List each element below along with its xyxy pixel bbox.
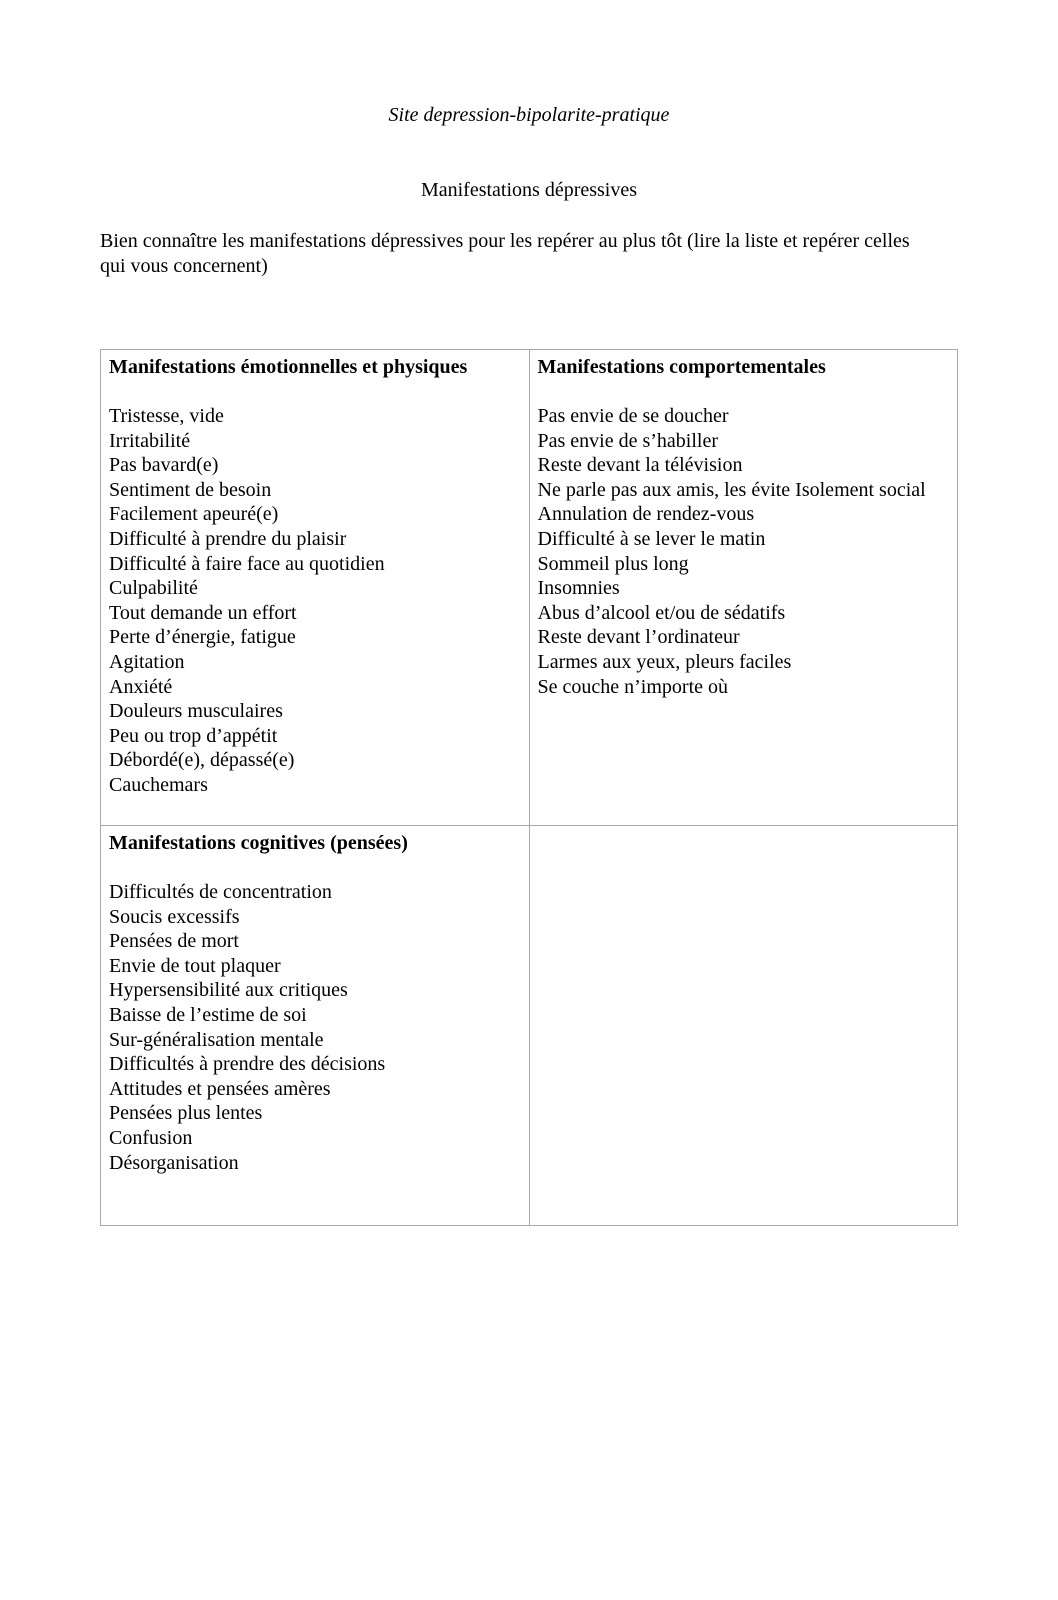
list-item: Hypersensibilité aux critiques [109, 979, 348, 1002]
list-item: Larmes aux yeux, pleurs faciles [537, 650, 792, 673]
table-cell-emotional [101, 350, 530, 826]
list-item: Soucis excessifs [109, 905, 240, 928]
document-page [0, 103, 1058, 1226]
page-subtitle: Manifestations dépressives [420, 178, 638, 201]
list-item: Pas envie de se doucher [537, 405, 729, 427]
list-item: Désorganisation [109, 1151, 239, 1174]
list-item: Reste devant la télévision [537, 454, 743, 477]
list-item: Agitation [109, 650, 185, 673]
list-item: Sur-généralisation mentale [109, 1028, 324, 1051]
list-item: Confusion [109, 1126, 193, 1149]
list-item: Culpabilité [109, 577, 198, 600]
list-item: Pas envie de s’habiller [537, 429, 718, 452]
list-item: Difficulté à se lever le matin [537, 527, 766, 550]
cell-header-behavioral: Manifestations comportementales [537, 356, 826, 378]
list-item: Sentiment de besoin [109, 478, 272, 501]
list-item: Reste devant l’ordinateur [537, 626, 740, 649]
list-item: Ne parle pas aux amis, les évite Isolement social [537, 478, 926, 501]
list-item: Facilement apeuré(e) [109, 503, 279, 526]
list-item: Insomnies [537, 577, 620, 600]
page-title: Site depression-bipolarite-pratique [388, 104, 670, 126]
list-item: Difficultés à prendre des décisions [109, 1053, 386, 1076]
cell-header-cognitive: Manifestations cognitives (pensées) [109, 832, 408, 854]
list-item: Perte d’énergie, fatigue [109, 626, 296, 649]
table-cell-cognitive [101, 826, 530, 1226]
list-item: Envie de tout plaquer [109, 954, 281, 977]
list-item: Annulation de rendez-vous [537, 503, 755, 526]
table-row [101, 826, 958, 1226]
list-item: Tout demande un effort [109, 601, 297, 624]
list-item: Difficulté à faire face au quotidien [109, 552, 385, 575]
list-item: Douleurs musculaires [109, 700, 283, 723]
table-cell-empty [529, 826, 958, 1226]
list-item: Baisse de l’estime de soi [109, 1003, 307, 1026]
table-row [101, 350, 958, 826]
list-item: Difficulté à prendre du plaisir [109, 527, 347, 550]
manifestations-table [100, 349, 958, 1226]
list-item: Cauchemars [109, 773, 208, 796]
list-item: Pensées plus lentes [109, 1102, 263, 1125]
list-item: Attitudes et pensées amères [109, 1077, 331, 1100]
list-item: Irritabilité [109, 429, 191, 452]
list-item: Se couche n’importe où [537, 675, 728, 698]
list-item: Sommeil plus long [537, 552, 689, 575]
list-item: Difficultés de concentration [109, 881, 332, 903]
list-item: Débordé(e), dépassé(e) [109, 749, 295, 772]
list-item: Peu ou trop d’appétit [109, 724, 278, 747]
list-item: Pensées de mort [109, 930, 239, 953]
list-item: Anxiété [109, 675, 173, 698]
cell-items-cognitive [109, 880, 521, 1175]
cell-items-behavioral [538, 404, 950, 699]
cell-items-emotional [109, 404, 521, 798]
cell-header-emotional: Manifestations émotionnelles et physiques [109, 356, 468, 378]
table-cell-behavioral [529, 350, 958, 826]
intro-paragraph: Bien connaître les manifestations dépressives pour les repérer au plus tôt (lire la liste et repérer celles qui vous concernent) [100, 230, 910, 277]
list-item: Tristesse, vide [109, 405, 224, 427]
list-item: Pas bavard(e) [109, 454, 219, 477]
list-item: Abus d’alcool et/ou de sédatifs [537, 601, 786, 624]
